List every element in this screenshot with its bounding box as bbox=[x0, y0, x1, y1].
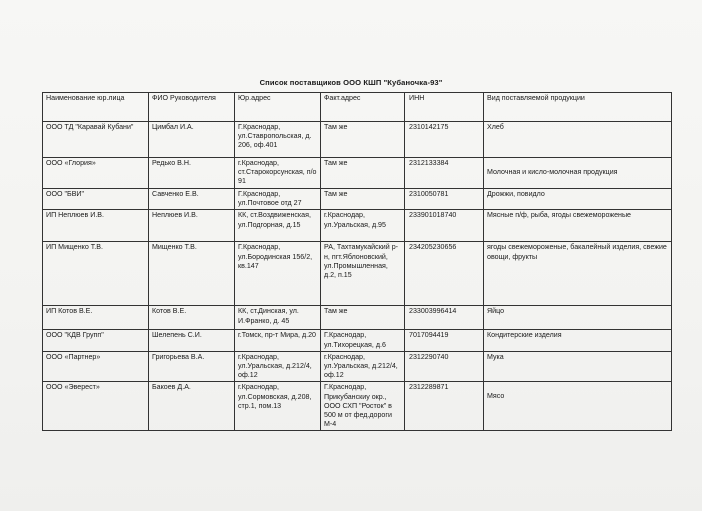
cell-legal-address: КК, ст.Воздвиженская, ул.Подгорная, д.15 bbox=[235, 210, 321, 242]
cell-products-text: Молочная и кисло-молочная продукция bbox=[487, 168, 618, 176]
cell-actual-address: Там же bbox=[321, 122, 405, 158]
table-row bbox=[43, 158, 672, 189]
header-actual-address: Факт.адрес bbox=[321, 93, 405, 122]
table-row bbox=[43, 210, 672, 242]
cell-director: Мищенко Т.В. bbox=[149, 242, 235, 306]
cell-director: Бакоев Д.А. bbox=[149, 382, 235, 431]
cell-actual-address: РА, Тахтамукайский р-н, пгт.Яблоновский, ул.Промышленная, д.2, п.15 bbox=[321, 242, 405, 306]
table-header-row bbox=[43, 93, 672, 122]
cell-inn: 2312290740 bbox=[405, 351, 484, 382]
cell-director: Неплюев И.В. bbox=[149, 210, 235, 242]
cell-products: Мясные п/ф, рыба, ягоды свежемороженые bbox=[484, 210, 672, 242]
cell-inn: 2312133384 bbox=[405, 158, 484, 189]
cell-inn: 7017094419 bbox=[405, 330, 484, 351]
cell-name: ООО "КДВ Групп" bbox=[43, 330, 149, 351]
suppliers-table bbox=[42, 92, 672, 431]
cell-products: ягоды свежемороженые, бакалейный изделия, свежие овощи, фрукты bbox=[484, 242, 672, 306]
header-legal-address: Юр.адрес bbox=[235, 93, 321, 122]
cell-director: Савченко Е.В. bbox=[149, 189, 235, 210]
cell-name: ИП Мищенко Т.В. bbox=[43, 242, 149, 306]
cell-products: Мука bbox=[484, 351, 672, 382]
header-inn: ИНН bbox=[405, 93, 484, 122]
cell-inn: 233003996414 bbox=[405, 306, 484, 330]
cell-name: ИП Неплюев И.В. bbox=[43, 210, 149, 242]
cell-products-text: Мясо bbox=[487, 392, 505, 401]
table-row bbox=[43, 351, 672, 382]
cell-name: ООО «Партнер» bbox=[43, 351, 149, 382]
cell-director: Цимбал И.А. bbox=[149, 122, 235, 158]
cell-director: Григорьева В.А. bbox=[149, 351, 235, 382]
cell-legal-address: г.Томск, пр-т Мира, д.20 bbox=[235, 330, 321, 351]
cell-inn: 2310142175 bbox=[405, 122, 484, 158]
cell-name: ООО "БВИ" bbox=[43, 189, 149, 210]
header-products: Вид поставляемой продукции bbox=[484, 93, 672, 122]
cell-products: Дрожжи, повидло bbox=[484, 189, 672, 210]
cell-products bbox=[484, 158, 672, 189]
table-row bbox=[43, 330, 672, 351]
cell-legal-address: Г.Краснодар, ул.Ставропольская, д. 206, оф.401 bbox=[235, 122, 321, 158]
cell-name: ООО ТД "Каравай Кубани" bbox=[43, 122, 149, 158]
document-title: Список поставщиков ООО КШП "Кубаночка-93" bbox=[259, 78, 443, 87]
cell-inn: 2312289871 bbox=[405, 382, 484, 431]
cell-inn: 233901018740 bbox=[405, 210, 484, 242]
cell-legal-address: Г.Краснодар, ул.Почтовое отд 27 bbox=[235, 189, 321, 210]
cell-products: Кондитерские изделия bbox=[484, 330, 672, 351]
table-row bbox=[43, 306, 672, 330]
cell-director: Котов В.Е. bbox=[149, 306, 235, 330]
cell-name: ООО «Эверест» bbox=[43, 382, 149, 431]
cell-legal-address: г.Краснодар, ул.Уральская, д.212/4, оф.12 bbox=[235, 351, 321, 382]
cell-actual-address: Там же bbox=[321, 158, 405, 189]
cell-director: Редько В.Н. bbox=[149, 158, 235, 189]
cell-products bbox=[484, 382, 672, 431]
cell-name: ИП Котов В.Е. bbox=[43, 306, 149, 330]
table-row bbox=[43, 242, 672, 306]
cell-inn: 2310050781 bbox=[405, 189, 484, 210]
cell-actual-address: Г.Краснодар, Прикубанскиу окр., ООО СХП "Росток" в 500 м от фед.дороги М-4 bbox=[321, 382, 405, 431]
cell-legal-address: г.Краснодар, ул.Сормовская, д.208, стр.1, пом.13 bbox=[235, 382, 321, 431]
cell-name: ООО «Глория» bbox=[43, 158, 149, 189]
table-row bbox=[43, 189, 672, 210]
cell-products: Хлеб bbox=[484, 122, 672, 158]
cell-actual-address: г.Краснодар, ул.Уральская, д.95 bbox=[321, 210, 405, 242]
cell-actual-address: Г.Краснодар, ул.Тихорецкая, д.6 bbox=[321, 330, 405, 351]
table-row bbox=[43, 382, 672, 431]
cell-legal-address: КК, ст.Динская, ул. И.Франко, д. 45 bbox=[235, 306, 321, 330]
cell-actual-address: Там же bbox=[321, 306, 405, 330]
header-legal-entity: Наименование юр.лица bbox=[43, 93, 149, 122]
cell-actual-address: г.Краснодар, ул.Уральская, д.212/4, оф.12 bbox=[321, 351, 405, 382]
cell-products: Яйцо bbox=[484, 306, 672, 330]
cell-actual-address: Там же bbox=[321, 189, 405, 210]
header-director: ФИО Руководителя bbox=[149, 93, 235, 122]
cell-director: Шелепень С.И. bbox=[149, 330, 235, 351]
table-row bbox=[43, 122, 672, 158]
cell-legal-address: Г.Краснодар, ул.Бородинская 156/2, кв.147 bbox=[235, 242, 321, 306]
cell-legal-address: г.Краснодар, ст.Старокорсунская, п/о 91 bbox=[235, 158, 321, 189]
cell-inn: 234205230656 bbox=[405, 242, 484, 306]
